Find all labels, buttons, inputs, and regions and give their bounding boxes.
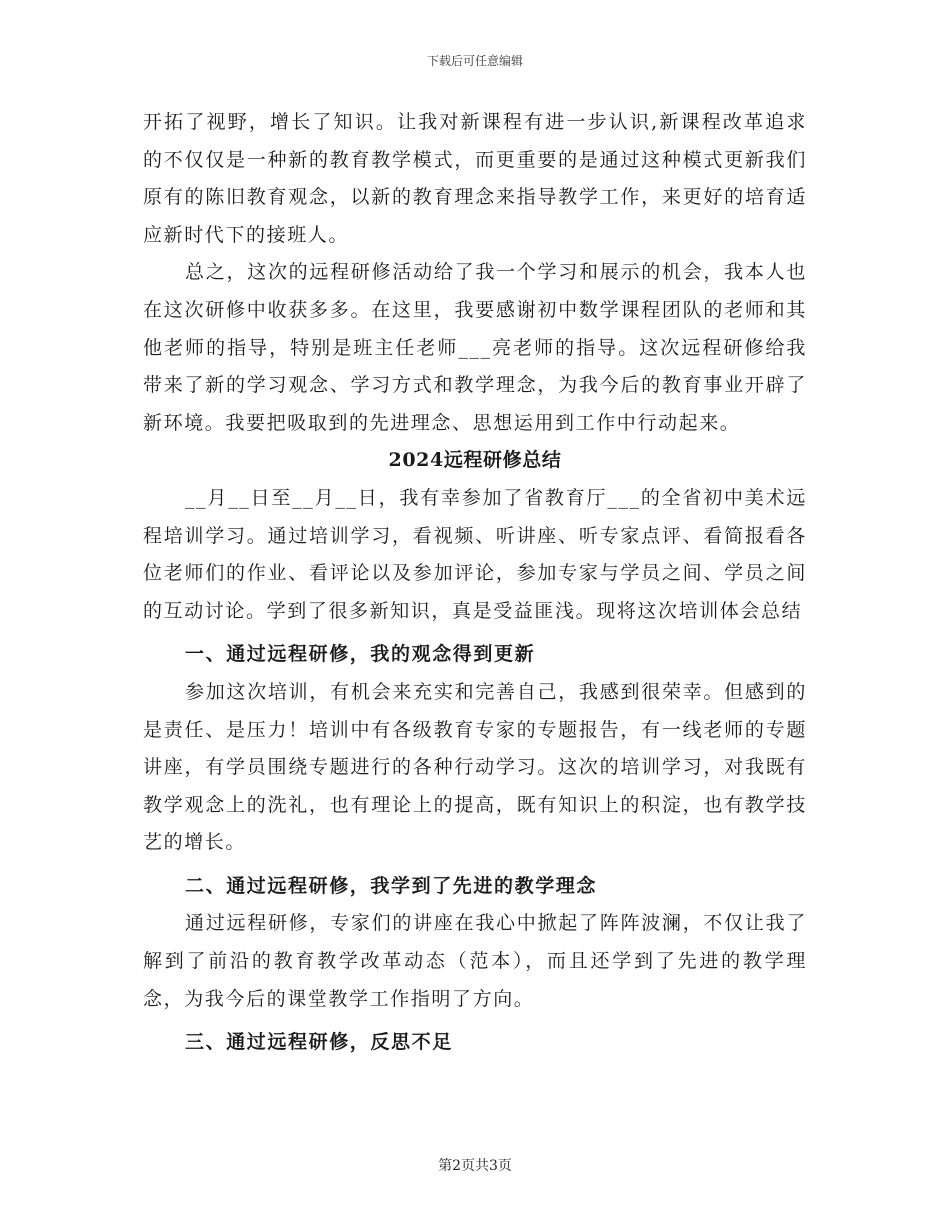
section-heading-1: 一、通过远程研修，我的观念得到更新 (185, 643, 536, 666)
paragraph-intro: __月__日至__月__日，我有幸参加了省教育厅___的全省初中美术远程培训学习。通过培训学习，看视频、听讲座、听专家点评、看简报看各位老师们的作业、看评论以及参加评论，参加专家与学员之间、学员之间的互动讨论。学到了很多新知识，真是受益匪浅。现将这次培训体会总结 (143, 486, 807, 622)
page-footer: 第2页共3页 (438, 1158, 512, 1174)
paragraph-section-1: 参加这次培训，有机会来充实和完善自己，我感到很荣幸。但感到的是责任、是压力！培训中有各级教育专家的专题报告，有一线老师的专题讲座，有学员围绕专题进行的各种行动学习。这次的培训学习，对我既有教学观念上的洗礼，也有理论上的提高，既有知识上的积淀，也有教学技艺的增长。 (143, 680, 807, 854)
document-title: 2024远程研修总结 (388, 449, 562, 472)
section-heading-3: 三、通过远程研修，反思不足 (185, 1031, 453, 1054)
page-header: 下载后可任意编辑 (426, 54, 523, 68)
paragraph-section-2: 通过远程研修，专家们的讲座在我心中掀起了阵阵波澜，不仅让我了解到了前沿的教育教学改革动态（范本），而且还学到了先进的教学理念，为我今后的课堂教学工作指明了方向。 (143, 912, 807, 1010)
paragraph-continuation: 开拓了视野，增长了知识。让我对新课程有进一步认识,新课程改革追求的不仅仅是一种新的教育教学模式，而更重要的是通过这种模式更新我们原有的陈旧教育观念，以新的教育理念来指导教学工作，来更好的培育适应新时代下的接班人。 (143, 111, 807, 246)
paragraph-summary: 总之，这次的远程研修活动给了我一个学习和展示的机会，我本人也在这次研修中收获多多。在这里，我要感谢初中数学课程团队的老师和其他老师的指导，特别是班主任老师___亮老师的指导。这次远程研修给我带来了新的学习观念、学习方式和教学理念，为我今后的教育事业开辟了新环境。我要把吸取到的先进理念、思想运用到工作中行动起来。 (143, 261, 807, 434)
document-body (143, 104, 807, 1062)
section-heading-2: 二、通过远程研修，我学到了先进的教学理念 (185, 874, 598, 897)
